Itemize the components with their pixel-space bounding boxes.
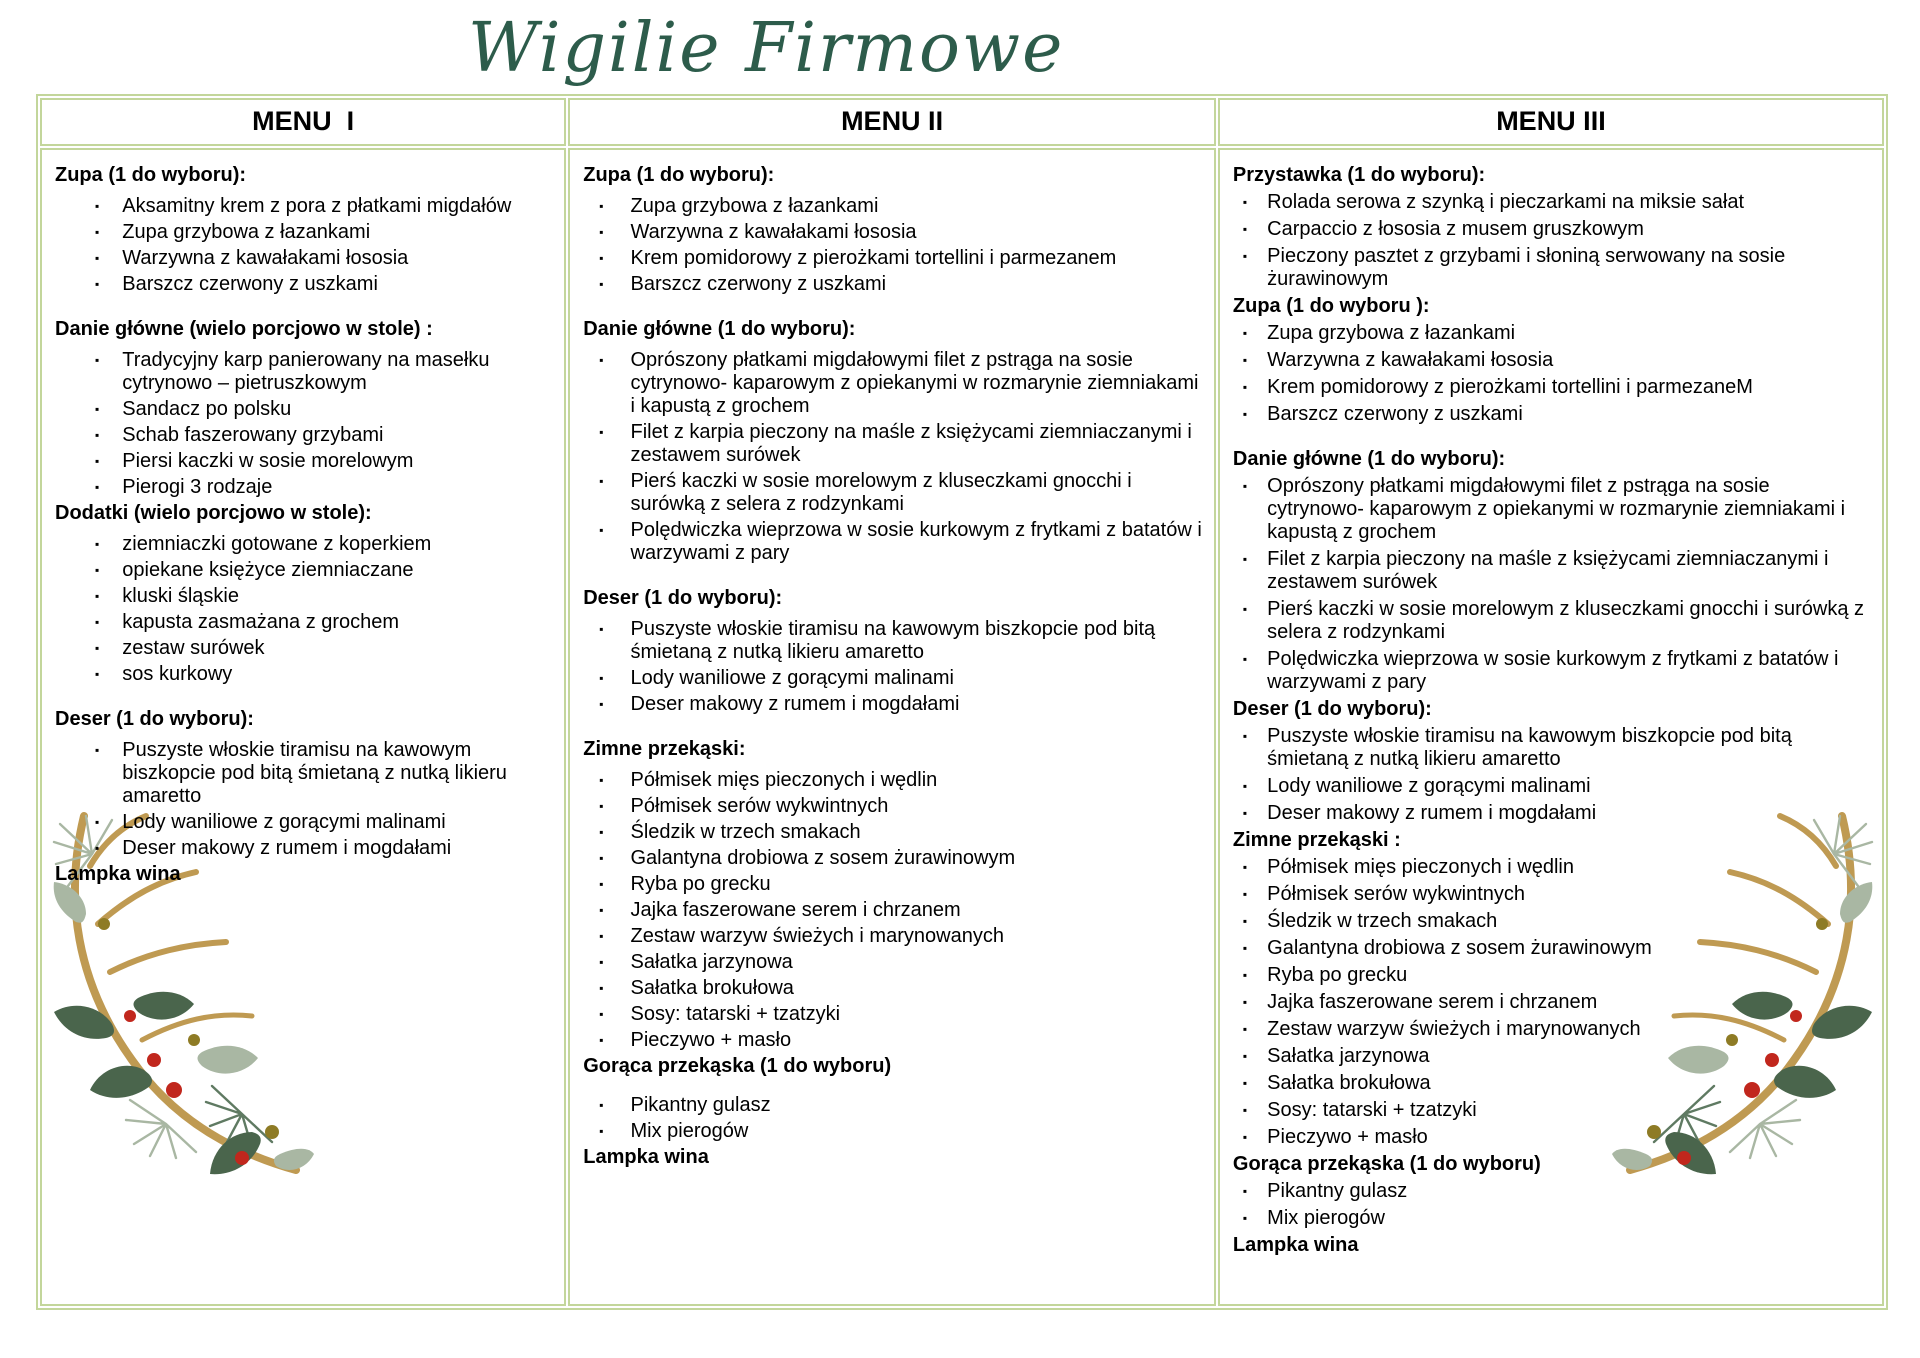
menu-item <box>1243 245 1870 291</box>
menu-item-text: Mix pierogów <box>630 1120 749 1142</box>
menu-1-header: MENU I <box>40 98 566 146</box>
menu-item <box>95 611 552 634</box>
menu-item-text: Aksamitny krem z pora z płatkami migdałów <box>122 195 512 217</box>
bullet-icon: ▪ <box>95 454 100 468</box>
menu-item <box>95 273 552 296</box>
section-heading: Deser (1 do wyboru): <box>1232 698 1432 720</box>
menu-item <box>95 837 552 860</box>
section-heading: Lampka wina <box>1232 1234 1359 1256</box>
bullet-icon: ▪ <box>599 1007 604 1021</box>
bullet-icon: ▪ <box>599 1033 604 1047</box>
bullet-icon: ▪ <box>1242 914 1248 928</box>
menu-item-text: Zupa grzybowa z łazankami <box>1267 322 1516 344</box>
menu-item <box>599 618 1202 664</box>
menu-item-text: Schab faszerowany grzybami <box>122 424 384 446</box>
menu-2-body <box>583 164 1202 1169</box>
menu-item-text: Zestaw warzyw świeżych i marynowanych <box>1267 1018 1641 1040</box>
menu-item <box>599 821 1202 844</box>
bullet-icon: ▪ <box>599 825 604 839</box>
menu-item-text: Pikantny gulasz <box>1267 1180 1408 1202</box>
menu-item-text: Pierś kaczki w sosie morelowym z kluseczkami gnocchi i surówką z selera z rodzynkami <box>1267 598 1865 643</box>
menu-item-text: Puszyste włoskie tiramisu na kawowym biszkopcie pod bitą śmietaną z nutką likieru amaretto <box>1267 725 1792 770</box>
section-heading: Zimne przekąski : <box>1232 829 1401 851</box>
bullet-icon: ▪ <box>599 251 604 265</box>
section-heading: Zupa (1 do wyboru): <box>55 164 247 186</box>
menu-item-text: Barszcz czerwony z uszkami <box>630 273 887 295</box>
menu-item <box>95 811 552 834</box>
bullet-icon: ▪ <box>599 523 604 537</box>
menu-item-text: Barszcz czerwony z uszkami <box>122 273 378 295</box>
menu-item <box>95 195 552 218</box>
bullet-icon: ▪ <box>599 425 604 439</box>
section-heading: Danie główne (1 do wyboru): <box>583 318 856 340</box>
menu-item-text: Warzywna z kawałakami łososia <box>1267 349 1554 371</box>
menu-item <box>1243 802 1870 825</box>
menu-item <box>95 476 552 499</box>
menu-item <box>1243 376 1870 399</box>
bullet-icon: ▪ <box>599 671 604 685</box>
bullet-icon: ▪ <box>1242 552 1248 566</box>
menu-item-text: ziemniaczki gotowane z koperkiem <box>122 533 432 555</box>
bullet-icon: ▪ <box>599 799 604 813</box>
menu-item <box>95 424 552 447</box>
bullet-icon: ▪ <box>1242 195 1248 209</box>
menu-item-text: Sałatka brokułowa <box>1267 1072 1431 1094</box>
bullet-icon: ▪ <box>1242 968 1248 982</box>
menu-item-text: Piersi kaczki w sosie morelowym <box>122 450 414 472</box>
section-heading: Gorąca przekąska (1 do wyboru) <box>1232 1153 1541 1175</box>
menu-item <box>1243 964 1870 987</box>
menu-item-text: Sosy: tatarski + tzatzyki <box>630 1003 841 1025</box>
section-heading: Danie główne (1 do wyboru): <box>1232 448 1506 470</box>
menu-item <box>599 977 1202 1000</box>
menu-item-text: Krem pomidorowy z pierożkami tortellini i parmezanem <box>630 247 1117 269</box>
bullet-icon: ▪ <box>599 474 604 488</box>
bullet-icon: ▪ <box>1242 652 1248 666</box>
bullet-icon: ▪ <box>95 641 100 655</box>
menu-3-body <box>1233 164 1870 1257</box>
menu-item-text: zestaw surówek <box>122 637 265 659</box>
menu-item <box>95 663 552 686</box>
menu-item-text: Pieczony pasztet z grzybami i słoniną serwowany na sosie żurawinowym <box>1267 245 1786 290</box>
menu-item <box>599 667 1202 690</box>
menu-item-text: opiekane księżyce ziemniaczane <box>122 559 414 581</box>
bullet-icon: ▪ <box>1242 326 1248 340</box>
menu-item <box>599 873 1202 896</box>
menu-item <box>599 769 1202 792</box>
bullet-icon: ▪ <box>1242 887 1248 901</box>
menu-1-body <box>55 164 552 886</box>
menu-2-cell <box>568 148 1216 1306</box>
bullet-icon: ▪ <box>1242 353 1248 367</box>
section-heading: Zimne przekąski: <box>583 738 746 760</box>
menu-item-text: Sosy: tatarski + tzatzyki <box>1267 1099 1477 1121</box>
menu-item <box>95 450 552 473</box>
bullet-icon: ▪ <box>95 480 100 494</box>
bullet-icon: ▪ <box>95 537 100 551</box>
bullet-icon: ▪ <box>1242 729 1248 743</box>
menu-table <box>36 94 1888 1310</box>
menu-3-header: MENU III <box>1218 98 1884 146</box>
menu-item <box>1243 191 1870 214</box>
menu-item <box>1243 1018 1870 1041</box>
bullet-icon: ▪ <box>1242 1076 1248 1090</box>
menu-item <box>1243 1099 1870 1122</box>
menu-item <box>1243 218 1870 241</box>
menu-item-text: Krem pomidorowy z pierożkami tortellini i parmezaneM <box>1267 376 1753 398</box>
bullet-icon: ▪ <box>1242 1130 1248 1144</box>
bullet-icon: ▪ <box>599 697 604 711</box>
menu-item <box>599 951 1202 974</box>
menu-item-text: Filet z karpia pieczony na maśle z księżycami ziemniaczanymi i zestawem surówek <box>630 421 1192 466</box>
menu-item-text: Puszyste włoskie tiramisu na kawowym biszkopcie pod bitą śmietaną z nutką likieru amaretto <box>122 739 507 807</box>
menu-2-header: MENU II <box>568 98 1216 146</box>
menu-item <box>599 795 1202 818</box>
bullet-icon: ▪ <box>1242 249 1248 263</box>
menu-item <box>1243 403 1870 426</box>
section-heading: Gorąca przekąska (1 do wyboru) <box>583 1055 892 1077</box>
bullet-icon: ▪ <box>95 402 100 416</box>
menu-item <box>1243 1180 1870 1203</box>
bullet-icon: ▪ <box>95 277 100 291</box>
menu-item-text: Barszcz czerwony z uszkami <box>1267 403 1523 425</box>
bullet-icon: ▪ <box>1242 1211 1248 1225</box>
bullet-icon: ▪ <box>599 877 604 891</box>
menu-item <box>599 273 1202 296</box>
menu-1-cell <box>40 148 566 1306</box>
menu-item-text: Pierś kaczki w sosie morelowym z kluseczkami gnocchi i surówką z selera z rodzynkami <box>630 470 1132 515</box>
menu-item-text: Śledzik w trzech smakach <box>630 821 861 843</box>
menu-item <box>1243 775 1870 798</box>
menu-item <box>1243 548 1870 594</box>
menu-item <box>599 899 1202 922</box>
menu-item <box>599 247 1202 270</box>
menu-item-text: Pikantny gulasz <box>630 1094 771 1116</box>
menu-item <box>1243 910 1870 933</box>
menu-item-text: Ryba po grecku <box>630 873 771 895</box>
menu-item-text: Sałatka jarzynowa <box>630 951 793 973</box>
menu-item <box>599 693 1202 716</box>
section-heading: Zupa (1 do wyboru ): <box>1232 295 1430 317</box>
menu-item-text: Pieczywo + masło <box>1267 1126 1428 1148</box>
menu-item-text: Sałatka jarzynowa <box>1267 1045 1430 1067</box>
menu-item-text: Półmisek serów wykwintnych <box>1267 883 1526 905</box>
menu-item-text: Sałatka brokułowa <box>630 977 794 999</box>
menu-item <box>1243 725 1870 771</box>
menu-item <box>599 349 1202 418</box>
menu-item-text: Jajka faszerowane serem i chrzanem <box>1267 991 1598 1013</box>
menu-item-text: Oprószony płatkami migdałowymi filet z pstrąga na sosie cytrynowo- kaparowym z opiekanymi w rozmarynie ziemniakami i kapustą z grochem <box>630 349 1199 417</box>
section-heading: Dodatki (wielo porcjowo w stole): <box>55 502 372 524</box>
menu-item-text: kapusta zasmażana z grochem <box>122 611 400 633</box>
menu-item-text: Ryba po grecku <box>1267 964 1408 986</box>
bullet-icon: ▪ <box>1242 995 1248 1009</box>
menu-item <box>1243 937 1870 960</box>
menu-item <box>1243 1045 1870 1068</box>
bullet-icon: ▪ <box>95 428 100 442</box>
section-heading: Lampka wina <box>55 863 181 885</box>
menu-item <box>1243 349 1870 372</box>
menu-item-text: Pierogi 3 rodzaje <box>122 476 273 498</box>
menu-item <box>95 739 552 808</box>
menu-item-text: Puszyste włoskie tiramisu na kawowym biszkopcie pod bitą śmietaną z nutką likieru amaretto <box>630 618 1156 663</box>
menu-3-cell <box>1218 148 1884 1306</box>
menu-item <box>1243 883 1870 906</box>
menu-item <box>599 1029 1202 1052</box>
menu-item-text: Lody waniliowe z gorącymi malinami <box>630 667 954 689</box>
bullet-icon: ▪ <box>1242 860 1248 874</box>
menu-item-text: Śledzik w trzech smakach <box>1267 910 1498 932</box>
menu-item <box>599 221 1202 244</box>
menu-item-text: Półmisek mięs pieczonych i wędlin <box>1267 856 1574 878</box>
bullet-icon: ▪ <box>599 903 604 917</box>
menu-item-text: Rolada serowa z szynką i pieczarkami na miksie sałat <box>1267 191 1745 213</box>
menu-item <box>1243 1072 1870 1095</box>
menu-item <box>599 847 1202 870</box>
bullet-icon: ▪ <box>1242 941 1248 955</box>
bullet-icon: ▪ <box>599 955 604 969</box>
bullet-icon: ▪ <box>1242 1184 1248 1198</box>
menu-item-text: Warzywna z kawałakami łososia <box>122 247 409 269</box>
bullet-icon: ▪ <box>599 851 604 865</box>
menu-item-text: Deser makowy z rumem i mogdałami <box>1267 802 1597 824</box>
bullet-icon: ▪ <box>95 589 100 603</box>
menu-item <box>1243 648 1870 694</box>
bullet-icon: ▪ <box>599 929 604 943</box>
menu-item <box>599 470 1202 516</box>
bullet-icon: ▪ <box>1242 1022 1248 1036</box>
page-title: Wigilie Firmowe <box>468 9 1065 88</box>
menu-item <box>1243 1207 1870 1230</box>
bullet-icon: ▪ <box>599 225 604 239</box>
menu-item-text: Zestaw warzyw świeżych i marynowanych <box>630 925 1004 947</box>
menu-item-text: Tradycyjny karp panierowany na masełku cytrynowo – pietruszkowym <box>122 349 490 394</box>
menu-item-text: Polędwiczka wieprzowa w sosie kurkowym z frytkami z batatów i warzywami z pary <box>1267 648 1839 693</box>
menu-item-text: Półmisek serów wykwintnych <box>630 795 889 817</box>
section-heading: Deser (1 do wyboru): <box>55 708 254 730</box>
bullet-icon: ▪ <box>1242 779 1248 793</box>
bullet-icon: ▪ <box>95 251 100 265</box>
menu-item <box>599 925 1202 948</box>
section-heading: Przystawka (1 do wyboru): <box>1232 164 1486 186</box>
menu-item-text: Pieczywo + masło <box>630 1029 792 1051</box>
bullet-icon: ▪ <box>95 667 100 681</box>
menu-item <box>95 247 552 270</box>
menu-item-text: Warzywna z kawałakami łososia <box>630 221 917 243</box>
bullet-icon: ▪ <box>599 773 604 787</box>
bullet-icon: ▪ <box>599 277 604 291</box>
menu-item-text: Jajka faszerowane serem i chrzanem <box>630 899 961 921</box>
menu-item <box>599 1094 1202 1117</box>
menu-item-text: Zupa grzybowa z łazankami <box>630 195 879 217</box>
menu-item-text: Lody waniliowe z gorącymi malinami <box>122 811 446 833</box>
bullet-icon: ▪ <box>95 743 100 757</box>
menu-item-text: Galantyna drobiowa z sosem żurawinowym <box>630 847 1016 869</box>
bullet-icon: ▪ <box>599 1124 604 1138</box>
bullet-icon: ▪ <box>1242 1103 1248 1117</box>
bullet-icon: ▪ <box>95 225 100 239</box>
menu-item <box>95 637 552 660</box>
menu-item-text: Deser makowy z rumem i mogdałami <box>630 693 960 715</box>
menu-item <box>1243 1126 1870 1149</box>
bullet-icon: ▪ <box>1242 380 1248 394</box>
bullet-icon: ▪ <box>95 815 100 829</box>
section-heading: Zupa (1 do wyboru): <box>583 164 775 186</box>
menu-item-text: Polędwiczka wieprzowa w sosie kurkowym z frytkami z batatów i warzywami z pary <box>630 519 1202 564</box>
section-heading: Danie główne (wielo porcjowo w stole) : <box>55 318 433 340</box>
bullet-icon: ▪ <box>95 841 100 855</box>
menu-item <box>95 559 552 582</box>
bullet-icon: ▪ <box>1242 222 1248 236</box>
menu-item-text: Filet z karpia pieczony na maśle z księżycami ziemniaczanymi i zestawem surówek <box>1267 548 1829 593</box>
menu-item <box>1243 598 1870 644</box>
menu-item <box>599 195 1202 218</box>
menu-item-text: Carpaccio z łososia z musem gruszkowym <box>1267 218 1644 240</box>
bullet-icon: ▪ <box>95 199 100 213</box>
bullet-icon: ▪ <box>95 563 100 577</box>
menu-item-text: Sandacz po polsku <box>122 398 292 420</box>
menu-item-text: Oprószony płatkami migdałowymi filet z pstrąga na sosie cytrynowo- kaparowym z opiekanymi w rozmarynie ziemniakami i kapustą z grochem <box>1267 475 1846 543</box>
menu-item <box>599 519 1202 565</box>
menu-item-text: kluski śląskie <box>122 585 239 607</box>
menu-item-text: Galantyna drobiowa z sosem żurawinowym <box>1267 937 1652 959</box>
bullet-icon: ▪ <box>1242 602 1248 616</box>
bullet-icon: ▪ <box>1242 479 1248 493</box>
menu-item <box>599 1003 1202 1026</box>
menu-item <box>95 585 552 608</box>
menu-item <box>599 421 1202 467</box>
menu-item <box>599 1120 1202 1143</box>
bullet-icon: ▪ <box>95 615 100 629</box>
menu-item <box>1243 322 1870 345</box>
menu-item <box>1243 991 1870 1014</box>
menu-item <box>95 533 552 556</box>
bullet-icon: ▪ <box>95 353 100 367</box>
section-heading: Deser (1 do wyboru): <box>583 587 783 609</box>
menu-item-text: Zupa grzybowa z łazankami <box>122 221 371 243</box>
menu-item-text: Lody waniliowe z gorącymi malinami <box>1267 775 1591 797</box>
menu-item-text: Deser makowy z rumem i mogdałami <box>122 837 452 859</box>
bullet-icon: ▪ <box>599 353 604 367</box>
menu-item <box>95 398 552 421</box>
menu-item-text: sos kurkowy <box>122 663 233 685</box>
bullet-icon: ▪ <box>599 1098 604 1112</box>
bullet-icon: ▪ <box>1242 407 1248 421</box>
menu-item <box>1243 856 1870 879</box>
bullet-icon: ▪ <box>1242 806 1248 820</box>
section-heading: Lampka wina <box>583 1146 709 1168</box>
bullet-icon: ▪ <box>599 199 604 213</box>
menu-item-text: Półmisek mięs pieczonych i wędlin <box>630 769 938 791</box>
menu-grid <box>40 98 1884 1306</box>
menu-item <box>1243 475 1870 544</box>
bullet-icon: ▪ <box>1242 1049 1248 1063</box>
menu-item <box>95 221 552 244</box>
menu-item-text: Mix pierogów <box>1267 1207 1385 1229</box>
bullet-icon: ▪ <box>599 622 604 636</box>
menu-item <box>95 349 552 395</box>
bullet-icon: ▪ <box>599 981 604 995</box>
